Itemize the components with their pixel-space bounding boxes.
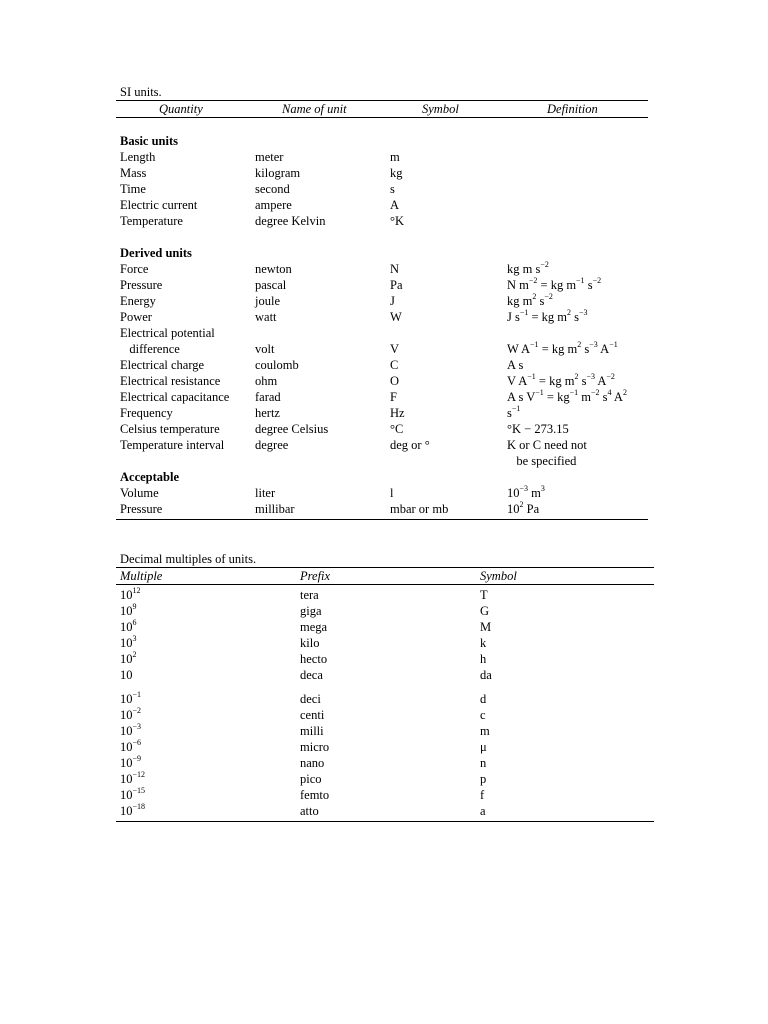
unit-name-cell: meter [255,150,284,164]
unit-symbol-cell: A [390,198,400,212]
unit-name-cell: newton [255,262,292,276]
definition-cell: K or C need not [507,438,587,452]
unit-row [0,181,768,197]
quantity-cell: Temperature interval [120,438,225,452]
unit-name-cell: pascal [255,278,287,292]
prefix-cell: milli [300,724,324,738]
prefix-cell: pico [300,772,322,786]
unit-symbol-cell: N [390,262,400,276]
unit-name-cell: kilogram [255,166,301,180]
prefix-symbol-cell: G [480,604,490,618]
unit-name-cell: ohm [255,374,278,388]
definition-cell: $s^{-1}$ [507,403,521,420]
multiple-cell: $10^{-1}$ [120,689,142,706]
definition-cell: W $A^{-1}$ = kg $m^2$ $s^{-3}$ $A^{-1}$ [507,339,618,356]
section-heading [0,469,768,485]
prefix-cell: femto [300,788,330,802]
si-header-quantity: Quantity [159,102,203,116]
prefix-cell: nano [300,756,325,770]
unit-row [0,389,768,405]
unit-row [0,261,768,277]
prefix-symbol-cell: T [480,588,488,602]
quantity-cell: Electrical resistance [120,374,221,388]
multiple-row [0,787,768,803]
definition-cell: $10^{-3}$ $m^3$ [507,483,545,500]
multiple-cell: $10^9$ [120,601,137,618]
prefix-symbol-cell: f [480,788,485,802]
unit-name-cell: liter [255,486,276,500]
quantity-cell: Temperature [120,214,183,228]
unit-row [0,485,768,501]
unit-symbol-cell: V [390,342,400,356]
unit-row [0,325,768,341]
definition-cell: V $A^{-1}$ = kg $m^2$ $s^{-3}$ $A^{-2}$ [507,371,615,388]
multiple-row [0,771,768,787]
unit-symbol-cell: l [390,486,394,500]
unit-row [0,277,768,293]
unit-symbol-cell: deg or ° [390,438,430,452]
si-header-name: Name of unit [282,102,347,116]
unit-name-cell: coulomb [255,358,299,372]
unit-symbol-cell: °K [390,214,405,228]
prefix-cell: deca [300,668,323,682]
prefix-cell: mega [300,620,328,634]
multiples-top-rule [116,567,654,568]
unit-name-cell: degree Celsius [255,422,329,436]
quantity-cell: difference [120,342,180,356]
multiple-cell: $10^{-9}$ [120,753,142,770]
unit-symbol-cell: W [390,310,402,324]
si-units-body [0,133,768,517]
multiple-row [0,667,768,683]
definition-cell: kg $m^2$ $s^{-2}$ [507,291,553,308]
unit-row [0,437,768,453]
quantity-cell: Electric current [120,198,198,212]
unit-row [0,501,768,517]
multiple-cell: $10^{-18}$ [120,801,146,818]
prefix-symbol-cell: h [480,652,487,666]
multiples-bottom-rule [116,821,654,822]
multiple-row [0,723,768,739]
multiple-cell: $10^{-2}$ [120,705,142,722]
section-heading [0,245,768,261]
quantity-cell: Force [120,262,149,276]
quantity-cell: Electrical potential [120,326,215,340]
multiple-row [0,619,768,635]
definition-cell: A s $V^{-1} = kg^{-1}$ $m^{-2}$ $s^4$ $A^2$ [507,387,627,404]
multiple-cell: $10^2$ [120,649,137,666]
si-units-caption: SI units. [120,85,162,99]
unit-row [0,293,768,309]
section-heading-label: Acceptable [120,470,180,484]
section-heading [0,133,768,149]
section-heading-label: Basic units [120,134,179,148]
unit-name-cell: farad [255,390,281,404]
prefix-cell: micro [300,740,330,754]
multiples-header-symbol: Symbol [480,569,517,583]
multiple-cell: $10^3$ [120,633,137,650]
unit-name-cell: hertz [255,406,280,420]
unit-row [0,373,768,389]
si-header-symbol: Symbol [422,102,459,116]
unit-symbol-cell: mbar or mb [390,502,449,516]
prefix-cell: kilo [300,636,320,650]
definition-cell: be specified [507,454,577,468]
unit-row [0,149,768,165]
prefix-cell: hecto [300,652,328,666]
prefix-cell: tera [300,588,319,602]
si-bottom-rule [116,519,648,520]
unit-row [0,405,768,421]
quantity-cell: Volume [120,486,159,500]
section-spacer [0,229,768,245]
unit-name-cell: second [255,182,290,196]
multiple-cell: $10^{-6}$ [120,737,142,754]
multiple-row [0,755,768,771]
quantity-cell: Celsius temperature [120,422,220,436]
unit-row [0,165,768,181]
section-heading-label: Derived units [120,246,192,260]
unit-row [0,421,768,437]
unit-name-cell: volt [255,342,275,356]
multiple-cell: $10^{12}$ [120,585,141,602]
unit-name-cell: joule [255,294,280,308]
quantity-cell: Frequency [120,406,173,420]
unit-symbol-cell: °C [390,422,404,436]
unit-name-cell: degree [255,438,289,452]
unit-symbol-cell: m [390,150,400,164]
quantity-cell: Pressure [120,502,163,516]
multiple-row [0,803,768,819]
prefix-symbol-cell: d [480,692,487,706]
definition-cell: N $m^{-2}$ = kg $m^{-1}$ $s^{-2}$ [507,275,602,292]
multiple-row [0,691,768,707]
prefix-cell: giga [300,604,322,618]
prefix-symbol-cell: m [480,724,490,738]
multiple-row [0,587,768,603]
si-header-rule [116,117,648,118]
quantity-cell: Time [120,182,146,196]
si-header-definition: Definition [547,102,598,116]
multiple-cell: $10^6$ [120,617,137,634]
prefix-cell: centi [300,708,325,722]
unit-row [0,453,768,469]
unit-symbol-cell: kg [390,166,403,180]
multiples-header-prefix: Prefix [300,569,331,583]
unit-symbol-cell: s [390,182,395,196]
prefix-symbol-cell: da [480,668,492,682]
unit-row [0,213,768,229]
prefix-cell: deci [300,692,321,706]
unit-row [0,341,768,357]
quantity-cell: Mass [120,166,147,180]
prefix-symbol-cell: μ [480,740,487,754]
unit-symbol-cell: O [390,374,400,388]
multiples-header-multiple: Multiple [120,569,163,583]
unit-symbol-cell: Hz [390,406,405,420]
multiple-row [0,651,768,667]
multiples-caption: Decimal multiples of units. [120,552,257,566]
unit-symbol-cell: J [390,294,395,308]
definition-cell: °K − 273.15 [507,422,569,436]
unit-symbol-cell: C [390,358,399,372]
multiples-header-rule [116,584,654,585]
multiple-row [0,707,768,723]
unit-symbol-cell: Pa [390,278,403,292]
quantity-cell: Pressure [120,278,163,292]
unit-name-cell: millibar [255,502,295,516]
definition-cell: kg m $s^{-2}$ [507,259,549,276]
definition-cell: $10^2$ Pa [507,499,540,516]
multiple-row [0,739,768,755]
unit-row [0,309,768,325]
prefix-symbol-cell: p [480,772,487,786]
multiples-group-large [0,587,768,683]
unit-name-cell: watt [255,310,277,324]
quantity-cell: Energy [120,294,156,308]
prefix-symbol-cell: a [480,804,486,818]
quantity-cell: Electrical charge [120,358,205,372]
prefix-symbol-cell: k [480,636,487,650]
multiple-row [0,635,768,651]
prefix-cell: atto [300,804,319,818]
multiples-group-small [0,691,768,819]
quantity-cell: Length [120,150,156,164]
definition-cell: J $s^{-1}$ = kg $m^2$ $s^{-3}$ [507,307,588,324]
unit-name-cell: ampere [255,198,292,212]
multiple-cell: 10 [120,668,133,682]
quantity-cell: Power [120,310,152,324]
multiple-cell: $10^{-15}$ [120,785,146,802]
unit-row [0,357,768,373]
multiple-row [0,603,768,619]
multiple-cell: $10^{-3}$ [120,721,142,738]
unit-row [0,197,768,213]
multiple-cell: $10^{-12}$ [120,769,146,786]
definition-cell: A s [507,358,524,372]
prefix-symbol-cell: M [480,620,492,634]
prefix-symbol-cell: n [480,756,487,770]
quantity-cell: Electrical capacitance [120,390,230,404]
unit-name-cell: degree Kelvin [255,214,326,228]
unit-symbol-cell: F [390,390,397,404]
prefix-symbol-cell: c [480,708,486,722]
